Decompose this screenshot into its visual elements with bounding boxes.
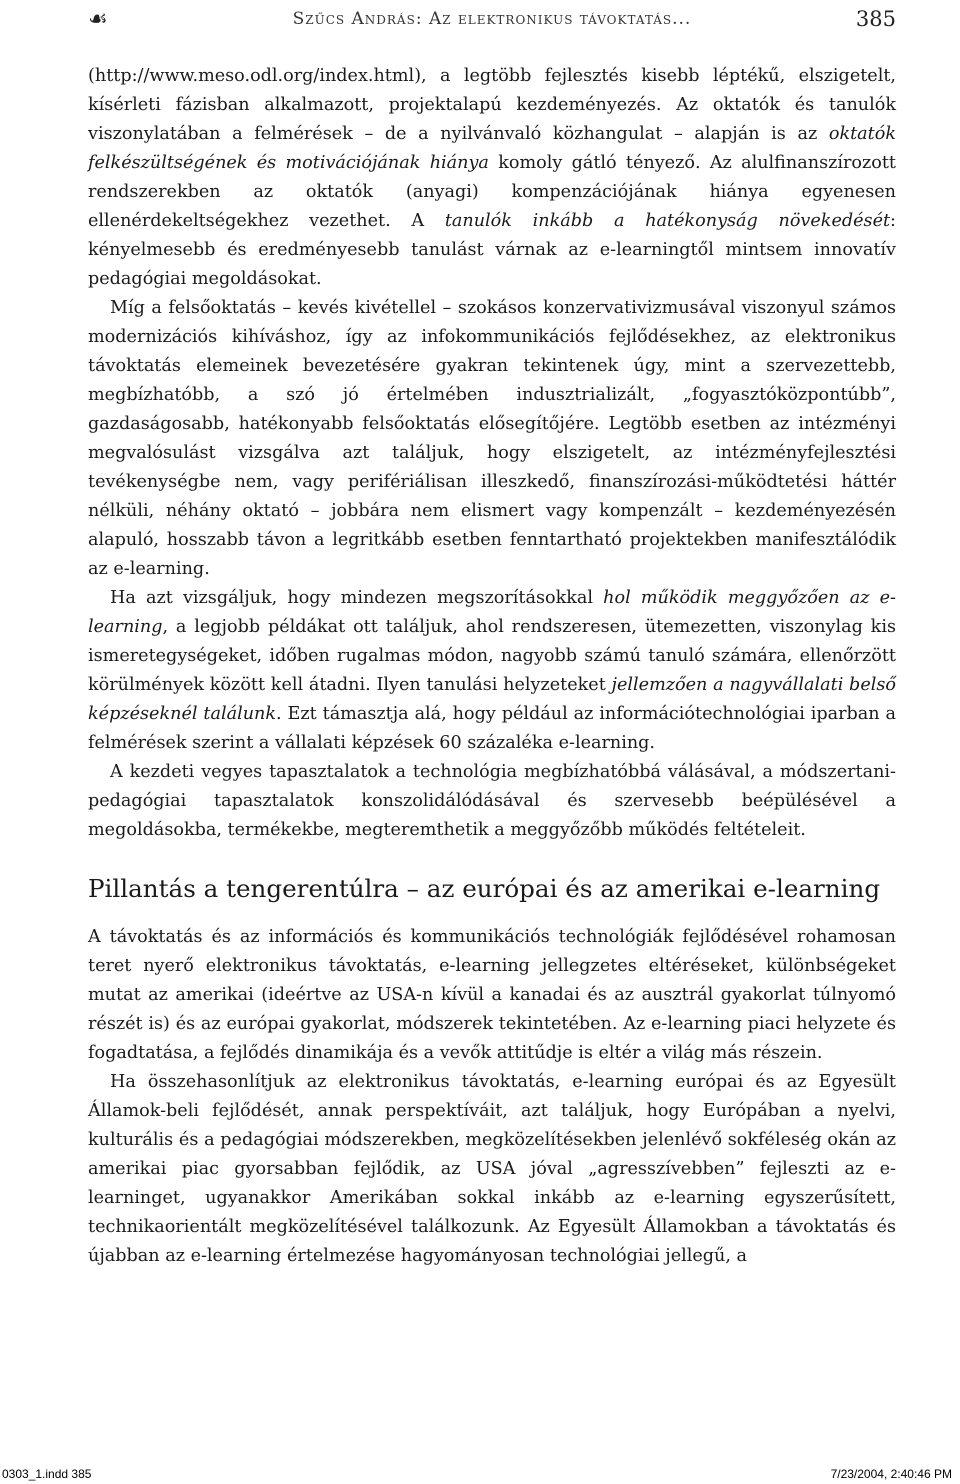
print-timestamp: 7/23/2004, 2:40:46 PM (830, 1467, 952, 1481)
emphasis: jellemzően a nagyvállalati belső képzéseknél találunk (88, 675, 896, 724)
paragraph-5: A távoktatás és az információs és kommunikációs technológiák fejlődésével rohamosan teret nyerő elektronikus távoktatás, e-learning jellegzetes eltéréseket, különbségeket mutat az amerikai (ideértve az USA-n kívül a kanadai és az ausztrál gyakorlat túlnyomó részét is) és az európai gyakorlat, módszerek tekintetében. Az e-learning piaci helyzete és fogadtatása, a fejlődés dinamikája és a vevők attitűdje is eltér a világ más részein. (88, 927, 896, 1063)
emphasis: oktatók felkészültségének és motivációjának hiánya (88, 124, 896, 173)
paragraph-4: A kezdeti vegyes tapasztalatok a technológia megbízhatóbbá válásával, a módszertani-pedagógiai tapasztalatok konszolidálódásával és szervesebb beépülésével a megoldásokba, termékekbe, megteremthetik a meggyőzőbb működés feltételeit. (88, 762, 896, 840)
running-title: Szűcs András: Az elektronikus távoktatás... (292, 9, 692, 29)
section-heading: Pillantás a tengerentúlra – az európai és az amerikai e-learning (88, 874, 881, 903)
paragraph-3: Ha azt vizsgáljuk, hogy mindezen megszorításokkal hol működik meggyőzően az e-learning, a legjobb példákat ott találjuk, ahol rendszeresen, ütemezetten, viszonylag kis ismeretegységeket, időben rugalmas módon, nagyobb számú tanuló számára, ellenőrzött körülmények között kell átadni. Ilyen tanulási helyzeteket jellemzően a nagyvállalati belső képzéseknél találunk. Ezt támasztja alá, hogy például az információtechnológiai iparban a felmérések szerint a vállalati képzések 60 százaléka e-learning. (88, 588, 896, 753)
paragraph-2: Míg a felsőoktatás – kevés kivétellel – szokásos konzervativizmusával viszonyul számos modernizációs kihíváshoz, így az infokommunikációs fejlődésekhez, az elektronikus távoktatás elemeinek bevezetésére gyakran tekintenek úgy, mint a szervezettebb, megbízhatóbb, a szó jó értelmében indusztrializált, „fogyasztóközpontúbb”, gazdaságosabb, hatékonyabb felsőoktatás elősegítőjére. Legtöbb esetben az intézményi megvalósulást vizsgálva azt találjuk, hogy elszigetelt, az intézményfejlesztési tevékenységbe nem, vagy perifériálisan illeszkedő, finanszírozási-működtetési háttér nélküli, néhány oktató – jobbára nem elismert vagy kompenzált – kezdeményezésén alapuló, hosszabb távon a legritkább esetben fenntartható projektekben manifesztálódik az e-learning. (88, 298, 896, 579)
paragraph-6: Ha összehasonlítjuk az elektronikus távoktatás, e-learning európai és az Egyesült Államok-beli fejlődését, annak perspektíváit, azt találjuk, hogy Európában a nyelvi, kulturális és a pedagógiai módszerekben, megközelítésekben jelenlévő sokféleség okán az amerikai piac gyorsabban fejlődik, az USA jóval „agresszívebben” fejleszti az e-learninget, ugyanakkor Amerikában sokkal inkább az e-learning egyszerűsített, technikaorientált megközelítésével találkozunk. Az Egyesült Államokban a távoktatás és újabban az e-learning értelmezése hagyományosan technológiai jellegű, a (88, 1072, 896, 1266)
file-info: 0303_1.indd 385 (2, 1467, 92, 1481)
fleuron-ornament-icon: ☙ (88, 6, 108, 32)
page-number: 385 (855, 7, 896, 31)
emphasis: hol működik meggyőzően az e-learning (88, 588, 896, 637)
emphasis: tanulók inkább a hatékonyság növekedését (444, 211, 891, 231)
body-text (88, 62, 896, 1271)
print-footer (0, 1464, 960, 1484)
paragraph-1: (http://www.meso.odl.org/index.html), a legtöbb fejlesztés kisebb léptékű, elszigetelt, kísérleti fázisban alkalmazott, projektalapú kezdeményezés. Az oktatók és tanulók viszonylatában a felmérések – de a nyilvánvaló közhangulat – alapján is az oktatók felkészültségének és motivációjának hiánya komoly gátló tényező. Az alulfinanszírozott rendszerekben az oktatók (anyagi) kompenzációjának hiánya egyenesen ellenérdekeltségekhez vezethet. A tanulók inkább a hatékonyság növekedését: kényelmesebb és eredményesebb tanulást várnak az e-learningtől mintsem innovatív pedagógiai megoldásokat. (88, 66, 896, 289)
running-header (88, 4, 896, 34)
